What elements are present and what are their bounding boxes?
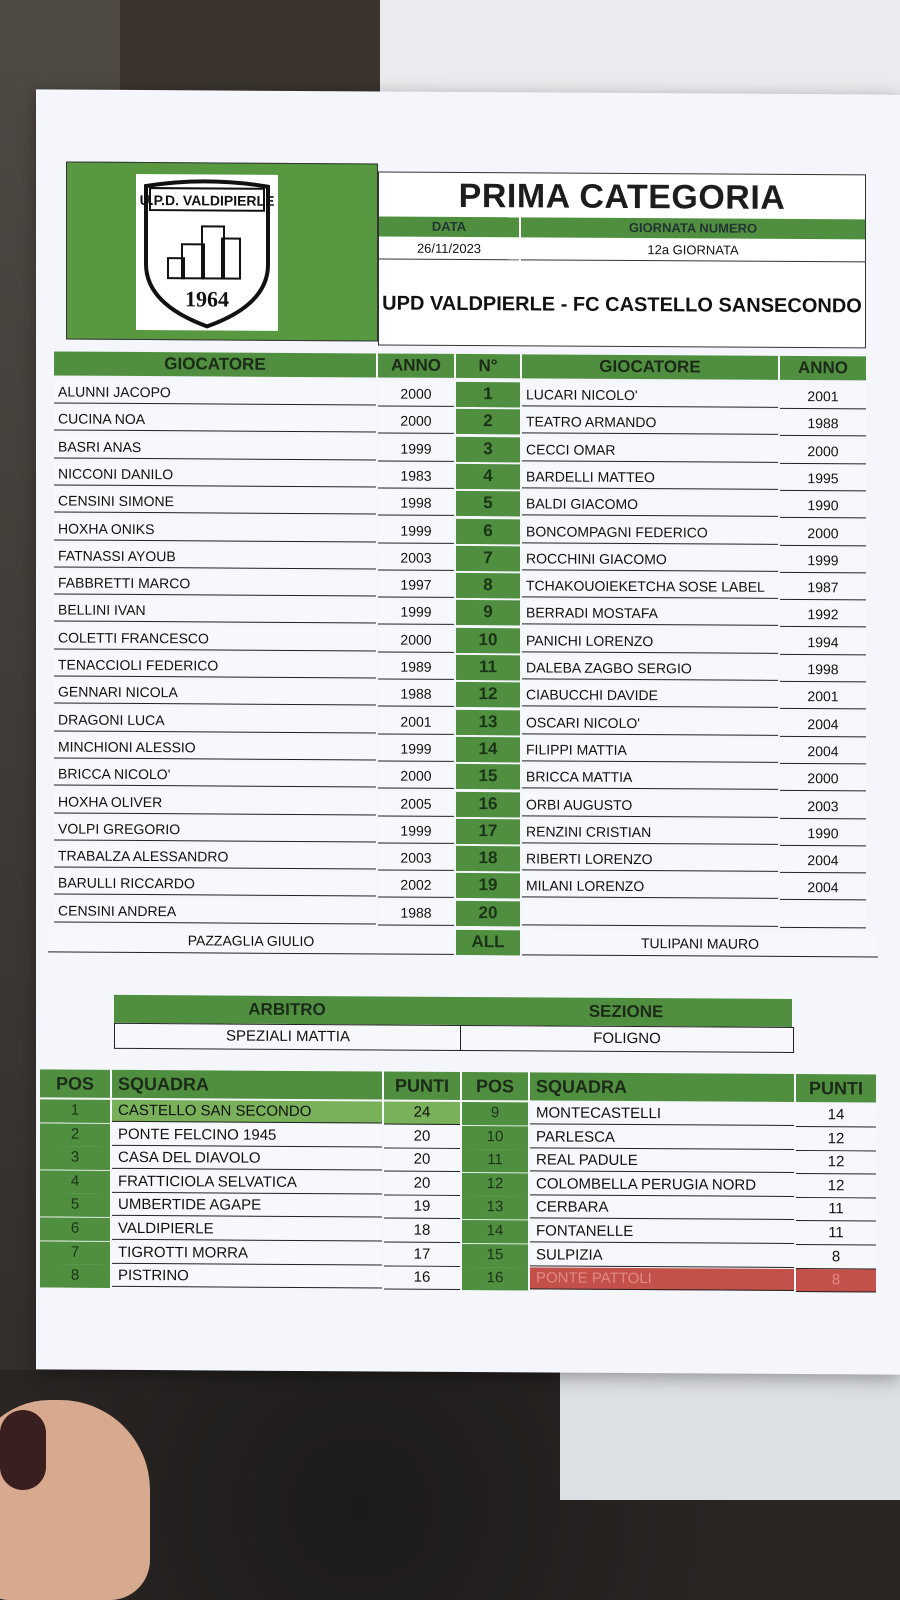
shirt-number: 10 [456, 628, 520, 653]
home-player: HOXHA ONIKS [54, 516, 376, 542]
away-player: BARDELLI MATTEO [522, 464, 778, 490]
roster-row [48, 516, 888, 547]
standings-points: 19 [384, 1196, 460, 1219]
standings-position: 9 [462, 1102, 528, 1125]
standings-team: REAL PADULE [530, 1150, 794, 1174]
shirt-number: 8 [456, 573, 520, 598]
shirt-number: 18 [456, 846, 520, 871]
shirt-number: 11 [456, 655, 520, 680]
giornata-label: GIORNATA NUMERO [521, 217, 865, 239]
home-player-year: 1999 [378, 736, 454, 761]
roster-row [48, 707, 888, 738]
referee-label: ARBITRO [114, 995, 460, 1025]
shirt-number: 6 [456, 518, 520, 543]
standings-points: 18 [384, 1219, 460, 1242]
standings-team: TIGROTTI MORRA [112, 1241, 382, 1265]
club-logo [136, 174, 278, 331]
standings-team: FRATTICIOLA SELVATICA [112, 1171, 382, 1195]
standings-team: MONTECASTELLI [530, 1102, 794, 1126]
home-player-year: 1989 [378, 654, 454, 679]
away-player: BRICCA MATTIA [522, 765, 778, 791]
home-player-year: 1988 [378, 900, 454, 925]
standings-position: 5 [40, 1194, 110, 1217]
roster-row [48, 461, 888, 492]
standings-position: 11 [462, 1149, 528, 1172]
home-player-year: 2005 [378, 791, 454, 816]
away-player-year: 1999 [780, 548, 866, 574]
standings-points: 11 [796, 1222, 876, 1245]
standings-points: 12 [796, 1128, 876, 1151]
away-player-year [780, 903, 866, 929]
away-player: ROCCHINI GIACOMO [522, 546, 778, 572]
away-player-year: 2004 [780, 711, 866, 737]
home-player: COLETTI FRANCESCO [54, 625, 376, 651]
home-player-year: 2003 [378, 846, 454, 871]
home-player-year: 2002 [378, 873, 454, 898]
standings-position: 1 [40, 1099, 110, 1122]
standings-position: 13 [462, 1196, 528, 1219]
standings-position: 3 [40, 1147, 110, 1170]
home-player: VOLPI GREGORIO [54, 816, 376, 842]
home-player: BASRI ANAS [54, 434, 376, 460]
roster-row [48, 407, 888, 438]
shirt-number: 15 [456, 764, 520, 789]
points-header-right: PUNTI [796, 1074, 876, 1102]
home-player-year: 2000 [378, 381, 454, 406]
away-player-year: 1990 [780, 493, 866, 519]
standings-team: PONTE FELCINO 1945 [112, 1123, 382, 1147]
points-header-left: PUNTI [384, 1071, 460, 1099]
shirt-number: 1 [456, 382, 520, 407]
standings-team: PISTRINO [112, 1265, 382, 1289]
home-player: FATNASSI AYOUB [54, 543, 376, 569]
away-player: MILANI LORENZO [522, 874, 778, 900]
away-player: FILIPPI MATTIA [522, 737, 778, 763]
roster-row [48, 489, 888, 520]
home-player-year: 1999 [378, 518, 454, 543]
standings-points: 14 [796, 1104, 876, 1127]
standings-position: 6 [40, 1217, 110, 1240]
away-player-year: 2001 [780, 384, 866, 410]
giornata-value: 12a GIORNATA [521, 239, 865, 262]
match-title: UPD VALDPIERLE - FC CASTELLO SANSECONDO [382, 292, 862, 318]
standings-position: 7 [40, 1241, 110, 1264]
away-player: DALEBA ZAGBO SERGIO [522, 655, 778, 681]
away-player: BALDI GIACOMO [522, 492, 778, 518]
standings-points: 20 [384, 1125, 460, 1148]
away-player [522, 901, 778, 927]
home-player-year: 2000 [378, 627, 454, 652]
away-player: OSCARI NICOLO' [522, 710, 778, 736]
home-player: TRABALZA ALESSANDRO [54, 844, 376, 870]
home-player-year: 1999 [378, 818, 454, 843]
team-header-right: SQUADRA [530, 1072, 794, 1102]
away-player-year: 2004 [780, 848, 866, 874]
match-date: 26/11/2023 [379, 238, 519, 260]
shirt-number: 2 [456, 409, 520, 434]
pos-header-left: POS [40, 1069, 110, 1097]
away-player: LUCARI NICOLO' [522, 382, 778, 408]
match-sheet [36, 89, 900, 1374]
away-player: BONCOMPAGNI FEDERICO [522, 519, 778, 545]
standings-position: 16 [462, 1267, 528, 1290]
away-player-year: 2003 [780, 793, 866, 819]
roster-row [48, 543, 888, 574]
date-label: DATA [379, 216, 519, 237]
shirt-number: 14 [456, 737, 520, 762]
home-player: CENSINI ANDREA [54, 898, 376, 924]
shirt-number: 5 [456, 491, 520, 516]
standings-points: 17 [384, 1243, 460, 1266]
home-year-header: ANNO [378, 353, 454, 377]
standings-position: 2 [40, 1123, 110, 1146]
home-player: HOXHA OLIVER [54, 789, 376, 815]
away-player-year: 2001 [780, 684, 866, 710]
home-player: BARULLI RICCARDO [54, 871, 376, 897]
home-player-year: 2000 [378, 409, 454, 434]
away-player-year: 1988 [780, 411, 866, 437]
standings-team: PONTE PATTOLI [530, 1268, 794, 1292]
away-player: RIBERTI LORENZO [522, 846, 778, 872]
standings-position: 8 [40, 1265, 110, 1288]
home-player-year: 1988 [378, 682, 454, 707]
away-coach: TULIPANI MAURO [522, 930, 878, 957]
away-player-year: 1990 [780, 821, 866, 847]
standings-team: CASTELLO SAN SECONDO [112, 1100, 382, 1124]
home-coach: PAZZAGLIA GIULIO [48, 927, 454, 954]
standings-points: 8 [796, 1246, 876, 1269]
standings-position: 10 [462, 1126, 528, 1149]
away-player: ORBI AUGUSTO [522, 792, 778, 818]
home-player: TENACCIOLI FEDERICO [54, 652, 376, 678]
standings-position: 12 [462, 1173, 528, 1196]
away-year-header: ANNO [780, 356, 866, 381]
away-player: BERRADI MOSTAFA [522, 601, 778, 627]
home-player-year: 2001 [378, 709, 454, 734]
roster-row [48, 598, 888, 629]
standings-team: SULPIZIA [530, 1244, 794, 1268]
home-player-header: GIOCATORE [54, 351, 376, 377]
shirt-number: 19 [456, 873, 520, 898]
home-player: CUCINA NOA [54, 407, 376, 433]
home-player-year: 2003 [378, 545, 454, 570]
shirt-number: 17 [456, 819, 520, 844]
team-header-left: SQUADRA [112, 1070, 382, 1100]
standings-points: 20 [384, 1149, 460, 1172]
referee-section: FOLIGNO [460, 1025, 794, 1053]
away-player-year: 2000 [780, 438, 866, 464]
standings-position: 15 [462, 1244, 528, 1267]
fingernail [0, 1410, 46, 1490]
logo-text: U.P.D. VALDIPIERLE [139, 191, 275, 209]
away-player-year: 2000 [780, 520, 866, 546]
standings-points: 8 [796, 1269, 876, 1292]
away-player-year: 1994 [780, 630, 866, 656]
coaches-row [48, 927, 888, 958]
home-player: BELLINI IVAN [54, 598, 376, 624]
home-player-year: 1999 [378, 600, 454, 625]
coach-label: ALL [456, 930, 520, 955]
standings-points: 12 [796, 1151, 876, 1174]
standings-team: PARLESCA [530, 1126, 794, 1150]
shirt-number: 16 [456, 791, 520, 816]
number-header: N° [456, 354, 520, 378]
standings-points: 24 [384, 1101, 460, 1124]
home-player-year: 2000 [378, 764, 454, 789]
away-player-year: 1995 [780, 466, 866, 492]
home-player: GENNARI NICOLA [54, 680, 376, 706]
standings-team: VALDIPIERLE [112, 1218, 382, 1242]
standings-team: UMBERTIDE AGAPE [112, 1194, 382, 1218]
shirt-number: 4 [456, 464, 520, 489]
roster-row [48, 379, 888, 410]
home-player: ALUNNI JACOPO [54, 379, 376, 405]
pos-header-right: POS [462, 1072, 528, 1100]
standings-position: 4 [40, 1170, 110, 1193]
away-player-year: 1987 [780, 575, 866, 601]
roster-row [48, 734, 888, 765]
away-player: RENZINI CRISTIAN [522, 819, 778, 845]
shirt-number: 7 [456, 546, 520, 571]
standings-points: 11 [796, 1198, 876, 1221]
roster-row [48, 816, 888, 847]
standings-points: 16 [384, 1267, 460, 1290]
logo-year: 1964 [185, 286, 229, 312]
roster-row [48, 652, 888, 683]
home-player: MINCHIONI ALESSIO [54, 734, 376, 760]
away-player: PANICHI LORENZO [522, 628, 778, 654]
roster-row [48, 571, 888, 602]
home-player: CENSINI SIMONE [54, 489, 376, 515]
home-player-year: 1983 [378, 463, 454, 488]
roster-row [48, 434, 888, 465]
roster-row [48, 789, 888, 820]
home-player: FABBRETTI MARCO [54, 571, 376, 597]
shirt-number: 20 [456, 901, 520, 926]
home-player: BRICCA NICOLO' [54, 762, 376, 788]
roster-row [48, 871, 888, 902]
away-player: CIABUCCHI DAVIDE [522, 683, 778, 709]
standings-position: 14 [462, 1220, 528, 1243]
away-player-year: 1992 [780, 602, 866, 628]
roster-row [48, 680, 888, 711]
standings-points: 12 [796, 1175, 876, 1198]
home-player-year: 1998 [378, 491, 454, 516]
page-title: PRIMA CATEGORIA [458, 176, 786, 217]
away-player: CECCI OMAR [522, 437, 778, 463]
away-player-year: 2004 [780, 739, 866, 765]
home-player: DRAGONI LUCA [54, 707, 376, 733]
away-player-year: 2000 [780, 766, 866, 792]
roster-row [48, 625, 888, 656]
standings-row [36, 1265, 896, 1293]
home-player-year: 1997 [378, 573, 454, 598]
roster-row [48, 762, 888, 793]
standings-team: COLOMBELLA PERUGIA NORD [530, 1173, 794, 1197]
standings-team: CASA DEL DIAVOLO [112, 1147, 382, 1171]
standings-team: FONTANELLE [530, 1220, 794, 1244]
away-player-year: 1998 [780, 657, 866, 683]
referee-name: SPEZIALI MATTIA [114, 1023, 462, 1051]
roster-row [48, 844, 888, 875]
away-player-year: 2004 [780, 875, 866, 901]
title-panel [378, 171, 866, 348]
shirt-number: 3 [456, 437, 520, 462]
away-player-header: GIOCATORE [522, 354, 778, 380]
shirt-number: 9 [456, 600, 520, 625]
away-player: TEATRO ARMANDO [522, 410, 778, 436]
shirt-number: 12 [456, 682, 520, 707]
standings-points: 20 [384, 1172, 460, 1195]
roster-row [48, 898, 888, 929]
section-label: SEZIONE [460, 997, 792, 1027]
standings-team: CERBARA [530, 1197, 794, 1221]
shirt-number: 13 [456, 710, 520, 735]
away-player: TCHAKOUOIEKETCHA SOSE LABEL [522, 573, 778, 599]
home-player-year: 1999 [378, 436, 454, 461]
home-player: NICCONI DANILO [54, 461, 376, 487]
